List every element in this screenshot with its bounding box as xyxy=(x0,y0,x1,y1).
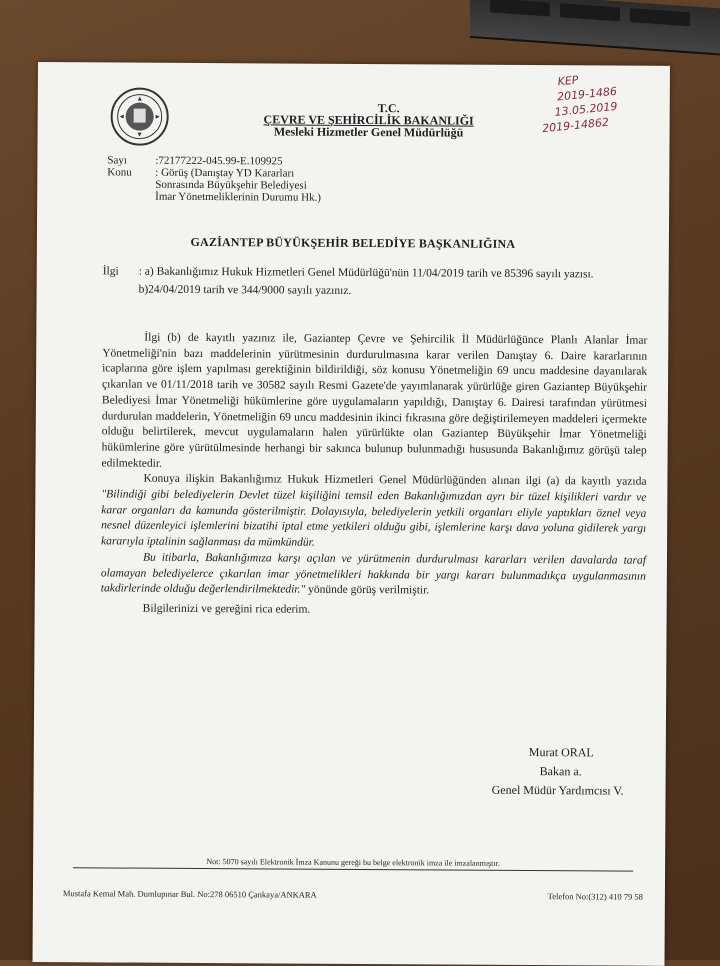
reference-block xyxy=(103,264,643,299)
body-paragraph: Bilgilerinizi ve gereğini rica ederim. xyxy=(142,602,311,616)
handwritten-note xyxy=(527,66,652,138)
tc-label: T.C. xyxy=(377,101,400,116)
letter-body xyxy=(101,330,648,620)
document-page xyxy=(33,62,670,966)
sayi-label: Sayı xyxy=(107,154,127,167)
quoted-text: "Bilindiği gibi belediyelerin Devlet tüzel kişiliğini temsil eden Bakanlığımızdan ayrı bir tüzel kişilikleri vardır ve karar organları da kamunda gösterilmiştir. Dolayısıyla, belediyelerin yetkili organları eliyle yaptıkları öznel veya nesnel düzenleyici işlemlerini bizatihi iptal etme yetkileri olduğu gibi, işlemlerine karşı dava yoluna gidilerek yargı kararıyla iptalinin sağlanması da mümkündür. xyxy=(101,488,647,549)
signer-name: Murat ORAL xyxy=(528,745,594,760)
body-paragraph: İlgi (b) de kayıtlı yazınız ile, Gaziantep Çevre ve Şehircilik İl Müdürlüğünce Planlı Alanlar İmar Yönetmeliği'nin bazı maddelerinin yürütmesinin durdurulmasına karar verilen Danıştay 6. Daire kararlarının icaplarına göre işlem yapılması gerektiğinin bildirildiği, söz konusu Yönetmeliğin 69 uncu maddesine dayanılarak çıkarılan ve 01/11/2018 tarih ve 30582 sayılı Resmi Gazete'de yayımlanarak yürürlüğe giren Gaziantep Büyükşehir Belediyesi İmar Yönetmeliği hükümlerine göre uygulamaların yapıldığı, Danıştay 6. Dairesi tarafından yürütmesi durdurulan maddelerin, Yönetmeliğin 69 uncu maddesinin ikinci fıkrasına göre değiştirilemeyen maddeleri içermekte olduğu belirtilerek, mevcut uygulamaların halen yürürlükte olan Gaziantep Büyükşehir İmar Yönetmeliği hükümlerine göre yürütülmesinde herhangi bir sakınca bulunup bulunmadığı hususunda Bakanlığımız görüşü talep edilmektedir. xyxy=(101,331,648,470)
body-paragraph xyxy=(101,472,646,554)
document-meta xyxy=(107,154,415,204)
body-paragraph xyxy=(101,550,646,600)
laptop-edge xyxy=(470,0,720,56)
signer-role: Bakan a. xyxy=(539,764,582,779)
ministry-name: ÇEVRE VE ŞEHİRCİLİK BAKANLIĞI xyxy=(263,112,474,128)
page-footer xyxy=(63,888,643,902)
signature-block xyxy=(454,743,644,801)
body-text: yönünde görüş verilmiştir. xyxy=(305,583,430,597)
laptop-key xyxy=(630,8,690,26)
laptop-key xyxy=(490,0,550,17)
konu-value: İmar Yönetmeliklerinin Durumu Hk.) xyxy=(155,190,321,204)
hand-line: 2019-1486 xyxy=(556,84,618,104)
recipient-title: GAZİANTEP BÜYÜKŞEHİR BELEDİYE BAŞKANLIĞINA xyxy=(190,234,516,251)
hand-line: 2019-14862 xyxy=(541,115,610,136)
hand-line: 13.05.2019 xyxy=(554,99,619,119)
department-name: Mesleki Hizmetler Genel Müdürlüğü xyxy=(273,124,464,140)
konu-value: : Görüş (Danıştay YD Kararları xyxy=(155,166,295,180)
sayi-value: :72177222-045.99-E.109925 xyxy=(155,154,283,168)
address-text: Mustafa Kemal Mah. Dumlupınar Bul. No:278 06510 Çankaya/ANKARA xyxy=(62,888,317,900)
konu-label: Konu xyxy=(107,166,132,179)
ilgi-label: İlgi xyxy=(102,265,119,278)
hand-line: KEP xyxy=(557,73,580,89)
phone-text: Telefon No:(312) 410 79 58 xyxy=(547,891,643,902)
quoted-text: Bu itibarla, Bakanlığımıza karşı açılan ve yürütmenin durdurulması kararları verilen davalarda taraf olamayan belediyelerce çıkarılan imar yönetmelikleri hakkında bir yargı kararı bulunmadıkça uygulanmasının takdirlerinde olduğu değerlendirilmektedir." xyxy=(100,551,647,596)
reference-b: b)24/04/2019 tarih ve 344/9000 sayılı yazınız. xyxy=(138,283,352,297)
reference-a: : a) Bakanlığımız Hukuk Hizmetleri Genel Müdürlüğü'nün 11/04/2019 tarih ve 85396 sayılı yazısı. xyxy=(138,265,594,281)
laptop-key xyxy=(560,3,620,21)
konu-value: Sonrasında Büyükşehir Belediyesi xyxy=(155,178,307,192)
body-text: Konuya ilişkin Bakanlığımız Hukuk Hizmetleri Genel Müdürlüğünden alınan ilgi (a) da kayıtlı yazıda xyxy=(143,472,647,489)
signer-title: Genel Müdür Yardımcısı V. xyxy=(491,782,624,798)
e-signature-note: Not: 5070 sayılı Elektronik İmza Kanunu gereği bu belge elektronik imza ile imzalanmıştır. xyxy=(73,856,633,871)
